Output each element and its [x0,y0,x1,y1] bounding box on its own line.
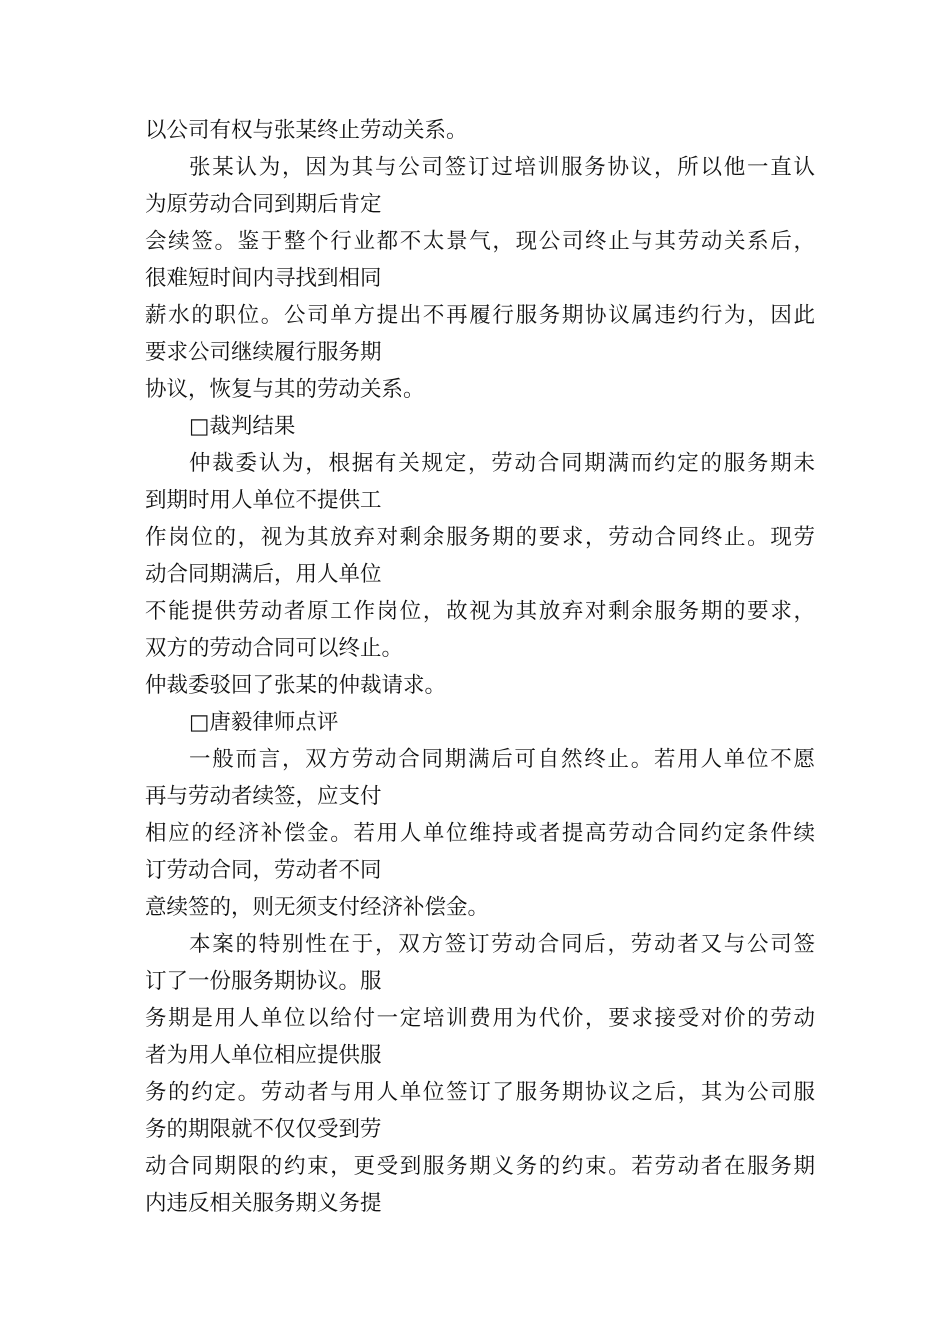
text-line: 动合同期满后，用人单位 [145,562,382,587]
text-line: 订劳动合同，劳动者不同 [145,858,382,883]
text-line: 订了一份服务期协议。服 [145,969,382,994]
text-line: 协议，恢复与其的劳动关系。 [145,377,425,402]
section-heading-verdict: □裁判结果 [189,414,296,439]
document-body [145,112,815,1222]
text-line: 者为用人单位相应提供服 [145,1043,382,1068]
text-line: 意续签的，则无须支付经济补偿金。 [145,895,490,920]
text-line: 务期是用人单位以给付一定培训费用为代价，要求接受对价的劳动 [145,1006,815,1031]
text-line: 会续签。鉴于整个行业都不太景气，现公司终止与其劳动关系后， [145,229,815,254]
text-line: 内违反相关服务期义务提 [145,1191,382,1216]
text-line: 到期时用人单位不提供工 [145,488,382,513]
text-line: 再与劳动者续签，应支付 [145,784,382,809]
text-line: 要求公司继续履行服务期 [145,340,382,365]
text-line: 不能提供劳动者原工作岗位，故视为其放弃对剩余服务期的要求， [145,599,815,624]
text-line: 很难短时间内寻找到相同 [145,266,382,291]
text-line: 相应的经济补偿金。若用人单位维持或者提高劳动合同约定条件续 [145,821,815,846]
text-line: 以公司有权与张某终止劳动关系。 [145,118,468,143]
text-line: 务的约定。劳动者与用人单位签订了服务期协议之后，其为公司服 [145,1080,815,1105]
section-heading-lawyer-review: □唐毅律师点评 [189,710,339,735]
text-line: 薪水的职位。公司单方提出不再履行服务期协议属违约行为，因此 [145,303,815,328]
text-line: 动合同期限的约束，更受到服务期义务的约束。若劳动者在服务期 [145,1154,815,1179]
paragraph-first-line: 张某认为，因为其与公司签订过培训服务协议，所以他一直认 [189,155,815,180]
text-line: 双方的劳动合同可以终止。 [145,636,404,661]
paragraph-first-line: 本案的特别性在于，双方签订劳动合同后，劳动者又与公司签 [189,932,815,957]
text-line: 作岗位的，视为其放弃对剩余服务期的要求，劳动合同终止。现劳 [145,525,815,550]
paragraph-first-line: 一般而言，双方劳动合同期满后可自然终止。若用人单位不愿 [189,747,815,772]
paragraph-first-line: 仲裁委认为，根据有关规定，劳动合同期满而约定的服务期未 [189,451,815,476]
text-line: 为原劳动合同到期后肯定 [145,192,382,217]
text-line: 仲裁委驳回了张某的仲裁请求。 [145,673,447,698]
text-line: 务的期限就不仅仅受到劳 [145,1117,382,1142]
